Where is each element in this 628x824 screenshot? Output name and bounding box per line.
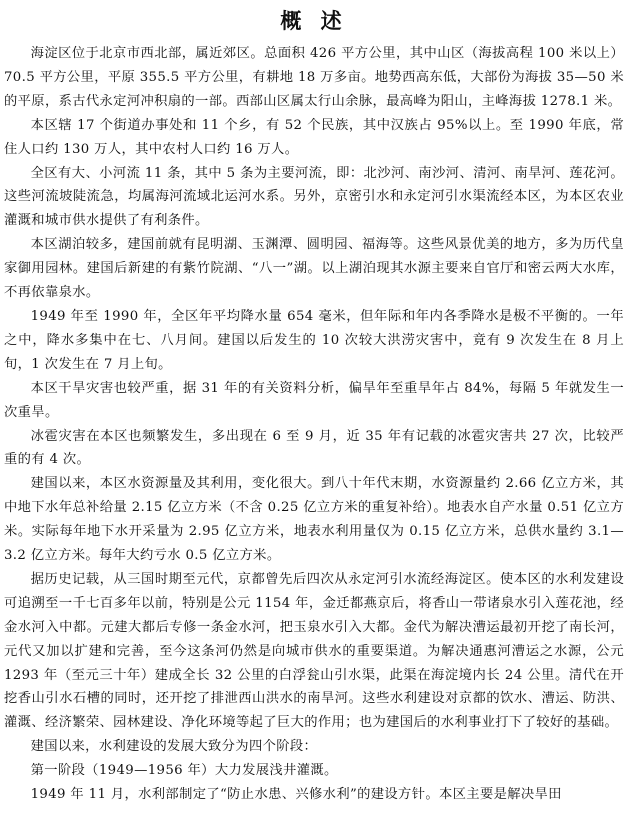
paragraph-drought: 本区干旱灾害也较严重，据 31 年的有关资料分析，偏旱年至重旱年占 84%，每隔 5 年就发生一次重旱。 xyxy=(4,380,624,420)
page-title: 概 述 xyxy=(280,9,348,33)
paragraph-stages-intro: 建国以来，水利建设的发展大致分为四个阶段： xyxy=(30,739,318,755)
paragraph-location: 海淀区位于北京市西北部，属近郊区。总面积 426 平方公里，其中山区（海拔高程 100 米以上）70.5 平方公里，平原 355.5 平方公里，有耕地 18 万多亩。地势西高东低，大部份为海拔 35—50 米的平原，系古代永定河冲积扇的一部。西部山区属太行山余脉，最高峰为阳山，主峰海拔 1278.1 米。 xyxy=(4,46,624,109)
paragraph-precipitation: 1949 年至 1990 年，全区年平均降水量 654 毫米，但年际和年内各季降水是极不平衡的。一年之中，降水多集中在七、八月间。建国以后发生的 10 次较大洪涝灾害中，竟有 9 次发生在 8 月上旬，1 次发生在 7 月上旬。 xyxy=(4,308,624,372)
paragraph-history: 据历史记载，从三国时期至元代，京都曾先后四次从永定河引水流经海淀区。使本区的水利发建设可追溯至一千七百多年以前，特别是公元 1154 年，金迁都燕京后，将香山一带诸泉水引入莲花池，经金水河入中都。元建大都后专修一条金水河，把玉泉水引入大都。金代为解决漕运最初开挖了南长河，元代又加以扩建和完善，至今这条河仍然是向城市供水的重要渠道。为解决通惠河漕运之水源，公元 1293 年（至元三十年）建成全长 32 公里的白浮瓮山引水渠，此渠在海淀境内长 24 公里。清代在开挖香山引水石槽的同时，还开挖了排泄西山洪水的南旱河。这些水利建设对京都的饮水、漕运、防洪、灌溉、经济繁荣、园林建设、净化环境等起了巨大的作用；也为建国后的水利事业打下了较好的基础。 xyxy=(4,571,624,731)
paragraph-population: 本区辖 17 个街道办事处和 11 个乡，有 52 个民族，其中汉族占 95%以上。至 1990 年底，常住人口约 130 万人，其中农村人口约 16 万人。 xyxy=(4,117,624,157)
paragraph-water-resources: 建国以来，本区水资源量及其利用，变化很大。到八十年代末期，水资源量约 2.66 亿立方米，其中地下水年总补给量 2.15 亿立方米（不含 0.25 亿立方米的重复补给）。地表水自产水量 0.51 亿立方米。实际每年地下水开采量为 2.95 亿立方米，地表水利用量仅为 0.15 亿立方米，总供水量约 3.1—3.2 亿立方米。每年大约亏水 0.5 亿立方米。 xyxy=(4,476,624,564)
paragraph-lakes: 本区湖泊较多，建国前就有昆明湖、玉渊潭、圆明园、福海等。这些风景优美的地方，多为历代皇家御用园林。建国后新建的有紫竹院湖、“八一”湖。以上湖泊现其水源主要来自官厅和密云两大水库，不再依靠泉水。 xyxy=(4,237,624,301)
document-body xyxy=(4,42,624,807)
paragraph-rivers: 全区有大、小河流 11 条，其中 5 条为主要河流，即：北沙河、南沙河、清河、南旱河、莲花河。这些河流坡陡流急，均属海河流域北运河水系。另外，京密引水和永定河引水渠流经本区，为本区农业灌溉和城市供水提供了有利条件。 xyxy=(4,165,624,229)
paragraph-1949-policy: 1949 年 11 月，水利部制定了“防止水患、兴修水利”的建设方针。本区主要是解决旱田 xyxy=(30,787,562,803)
paragraph-stage-one: 第一阶段（1949—1956 年）大力发展浅井灌溉。 xyxy=(30,763,338,779)
paragraph-hail: 冰雹灾害在本区也频繁发生，多出现在 6 至 9 月，近 35 年有记载的冰雹灾害共 27 次，比较严重的有 4 次。 xyxy=(4,428,624,468)
